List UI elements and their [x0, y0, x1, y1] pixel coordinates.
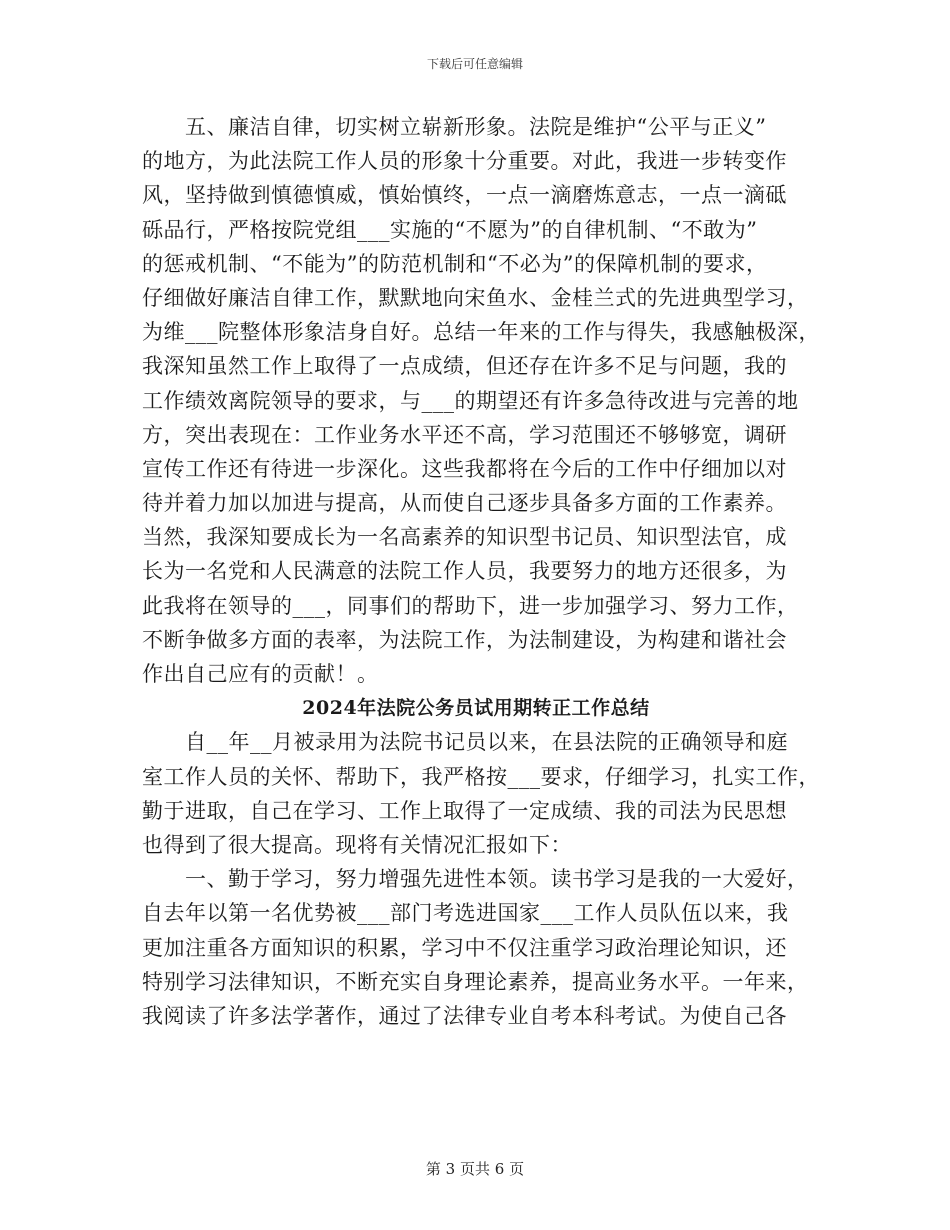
text-line: 此我将在领导的___，同事们的帮助下，进一步加强学习、努力工作， [142, 593, 799, 618]
text-line: 为维___院整体形象洁身自好。总结一年来的工作与得失，我感触极深， [142, 320, 820, 345]
text-line: 我深知虽然工作上取得了一点成绩，但还存在许多不足与问题，我的 [142, 354, 787, 379]
text-line: 仔细做好廉洁自律工作，默默地向宋鱼水、金桂兰式的先进典型学习， [142, 285, 809, 310]
text-line: 待并着力加以加进与提高，从而使自己逐步具备多方面的工作素养。 [142, 491, 787, 516]
text-line: 宣传工作还有待进一步深化。这些我都将在今后的工作中仔细加以对 [142, 456, 787, 481]
text-line: 我阅读了许多法学著作，通过了法律专业自考本科考试。为使自己各 [142, 1003, 787, 1028]
text-line: 的地方，为此法院工作人员的形象十分重要。对此，我进一步转变作 [142, 149, 787, 174]
text-line: 勤于进取，自己在学习、工作上取得了一定成绩、我的司法为民思想 [142, 798, 787, 823]
header-note: 下载后可任意编辑 [426, 57, 523, 71]
document-body [142, 110, 820, 1033]
section-report [142, 725, 820, 1033]
text-line: 砾品行，严格按院党组___实施的“不愿为”的自律机制、“不敢为” [142, 217, 758, 242]
text-line: 方，突出表现在：工作业务水平还不高，学习范围还不够够宽，调研 [142, 422, 787, 447]
section-continued [142, 110, 820, 691]
text-line: 室工作人员的关怀、帮助下，我严格按___要求，仔细学习，扎实工作， [142, 764, 820, 789]
text-line: 更加注重各方面知识的积累，学习中不仅注重学习政治理论知识，还 [142, 935, 787, 960]
text-line: 风，坚持做到慎德慎威，慎始慎终，一点一滴磨炼意志，一点一滴砥 [142, 183, 787, 208]
text-line: 当然，我深知要成长为一名高素养的知识型书记员、知识型法官，成 [142, 525, 787, 550]
text-line: 不断争做多方面的表率，为法院工作，为法制建设，为构建和谐社会 [142, 627, 787, 652]
text-line: 五、廉洁自律，切实树立崭新形象。法院是维护“公平与正义” [142, 115, 767, 139]
text-line: 长为一名党和人民满意的法院工作人员，我要努力的地方还很多，为 [142, 559, 787, 584]
section-title: 2024年法院公务员试用期转正工作总结 [302, 697, 650, 720]
text-line: 自去年以第一名优势被___部门考选进国家___工作人员队伍以来，我 [142, 901, 789, 926]
text-line: 也得到了很大提高。现将有关情况汇报如下： [142, 832, 572, 857]
text-line: 工作绩效离院领导的要求，与___的期望还有许多急待改进与完善的地 [142, 388, 799, 413]
text-line: 一、勤于学习，努力增强先进性本领。读书学习是我的一大爱好， [142, 867, 809, 892]
page-number: 第 3 页共 6 页 [425, 1160, 525, 1178]
text-line: 的惩戒机制、“不能为”的防范机制和“不必为”的保障机制的要求， [142, 251, 768, 276]
text-line: 作出自己应有的贡献！。 [142, 662, 379, 686]
text-line: 自__年__月被录用为法院书记员以来，在县法院的正确领导和庭 [142, 730, 788, 755]
text-line: 特别学习法律知识，不断充实自身理论素养，提高业务水平。一年来， [142, 969, 809, 994]
